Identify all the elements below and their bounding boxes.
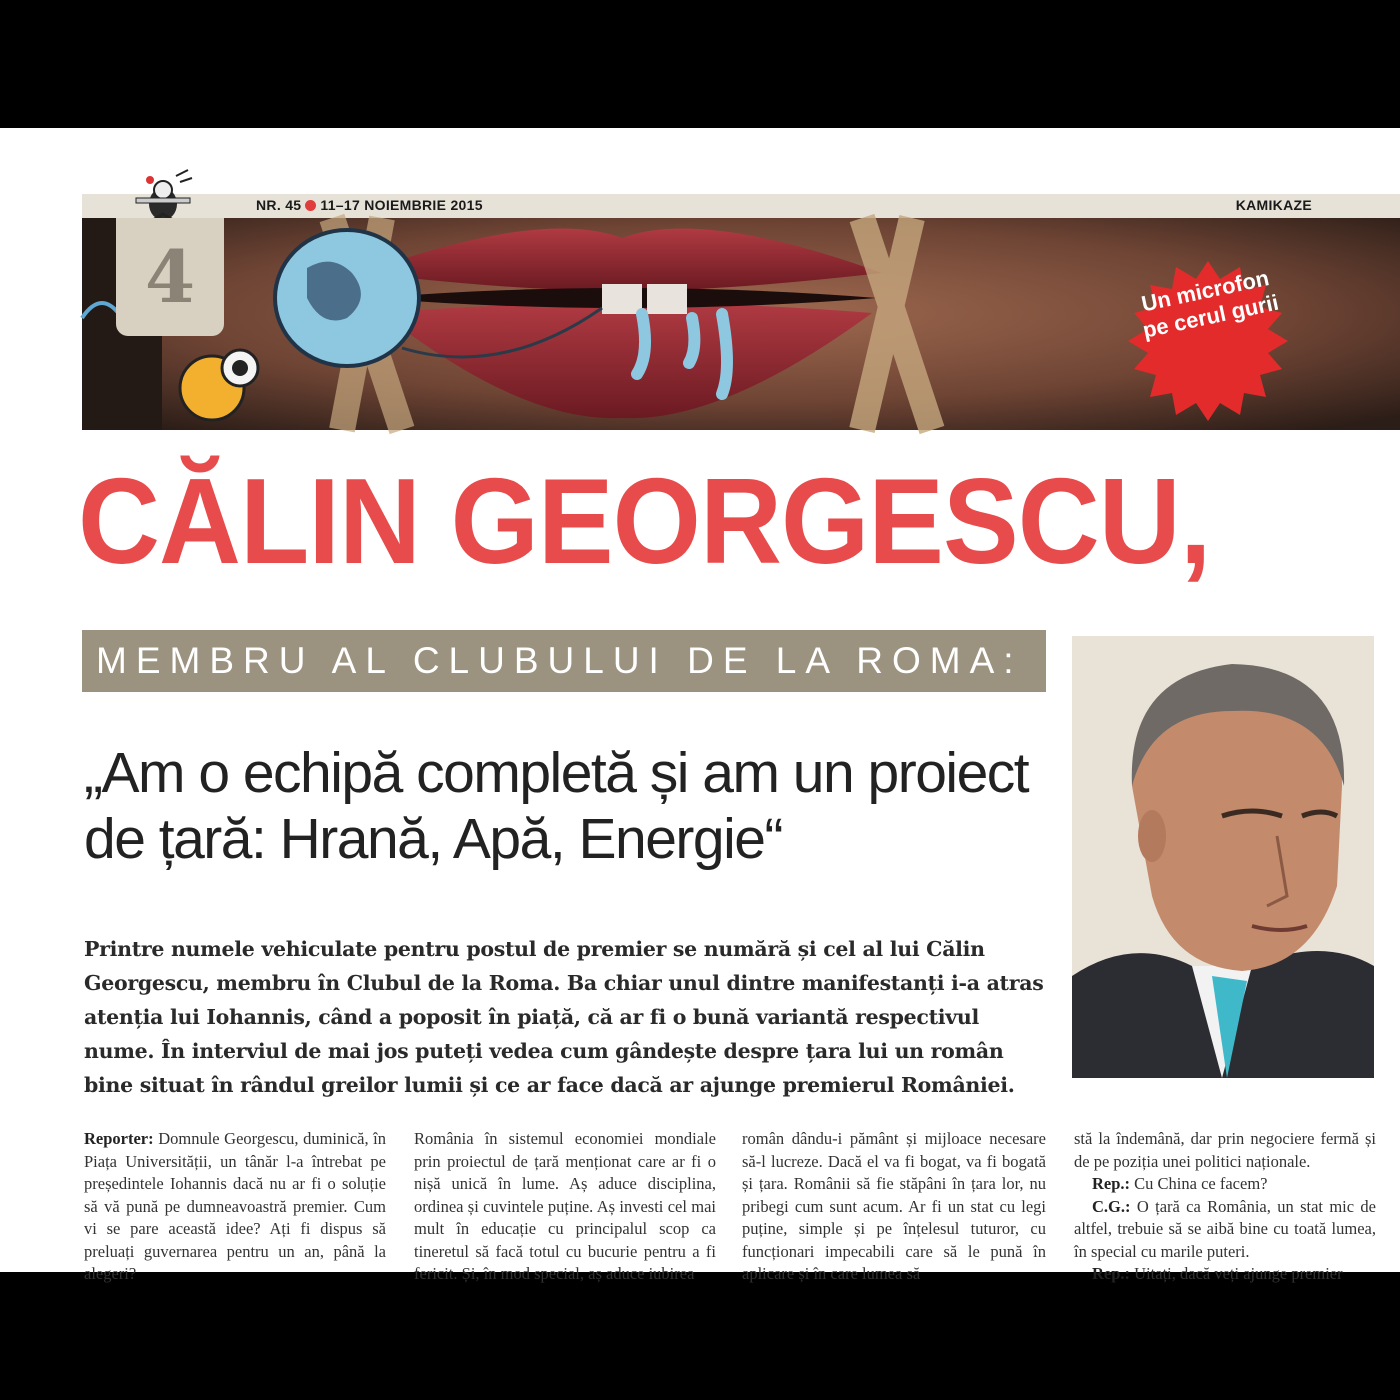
issue-number: NR. 45 (256, 197, 302, 213)
column-text: român dându-i pământ și mijloace necesare să-l lucreze. Dacă el va fi bogat, va fi bogată și țara. Românii să fie stăpâni în țara lor, nu pribegi cum sunt acum. Ar fi un stat cu legi puține, simple și pe înțelesul tuturor, cu funcționari impecabili care să le pună în aplicare și în care lumea să (742, 1129, 1046, 1283)
badge-text: Un microfon pe cerul gurii (1139, 265, 1281, 343)
pull-quote: „Am o echipă completă și am un proiect de țară: Hrană, Apă, Energie“ (84, 741, 1029, 871)
column-paragraph (1074, 1196, 1376, 1264)
header-bar (82, 194, 1400, 218)
column-text: stă la îndemână, dar prin negociere fermă și de pe poziția unei politici naționale. (1074, 1129, 1376, 1171)
column-text: Domnule Georgescu, duminică, în Piața Universității, un tânăr l-a întrebat pe președintele Iohannis dacă nu ar fi o soluție să vă pună pe dumneavoastră premier. Cum vi se pare această idee? Ați fi dispus să preluați guvernarea pentru un an, până la alegeri? (84, 1129, 386, 1283)
article-column-2 (414, 1128, 716, 1286)
headline: CĂLIN GEORGESCU, (78, 453, 1211, 589)
column-text: România în sistemul economiei mondiale prin proiectul de țară menționat care ar fi o nișă unică în lume. Aș aduce disciplina, ordinea și cuvintele puține. Aș investi cel mai mult în educație cu principalul scop ca tineretul să facă totul cu bucurie pentru a fi fericit. Și, în mod special, aș aduce iubirea (414, 1129, 716, 1283)
red-dot-icon (305, 200, 316, 211)
speaker-label: Reporter: (84, 1129, 154, 1148)
lead-paragraph: Printre numele vehiculate pentru postul de premier se numără și cel al lui Călin Georgescu, membru în Clubul de la Roma. Ba chiar unul dintre manifestanți i-a atras atenția lui Iohannis, când a poposit în piață, că ar fi o bună variantă respectivul nume. În interviul de mai jos puteți vedea cum gândește despre țara lui un român bine situat în rândul greilor lumii și ce ar face dacă ar ajunge premierul României. (84, 937, 1044, 1097)
column-paragraph (1074, 1128, 1376, 1173)
portrait-illustration (1072, 636, 1374, 1078)
column-text: O țară ca România, un stat mic de altfel, trebuie să se aibă bine cu toată lumea, în special cu marile puteri. (1074, 1196, 1376, 1261)
column-paragraph (1074, 1173, 1376, 1196)
speaker-label: Rep.: (1092, 1264, 1131, 1283)
column-paragraph (1074, 1263, 1376, 1286)
page-number: 4 (116, 218, 224, 336)
portrait-photo (1072, 636, 1374, 1078)
issue-info (256, 197, 483, 213)
issue-dates: 11–17 NOIEMBRIE 2015 (320, 197, 483, 213)
speaker-label: C.G.: (1092, 1196, 1131, 1216)
newspaper-page (0, 128, 1400, 1283)
article-column-3 (742, 1128, 1046, 1286)
speaker-label: Rep.: (1092, 1174, 1131, 1193)
column-text: Uitați, dacă veți ajunge premier (1130, 1264, 1343, 1283)
subtitle: MEMBRU AL CLUBULUI DE LA ROMA: (96, 640, 1023, 681)
publication-name: KAMIKAZE (1235, 197, 1312, 213)
article-column-1 (84, 1128, 386, 1286)
article-column-4 (1074, 1128, 1376, 1286)
column-text: Cu China ce facem? (1130, 1174, 1268, 1193)
